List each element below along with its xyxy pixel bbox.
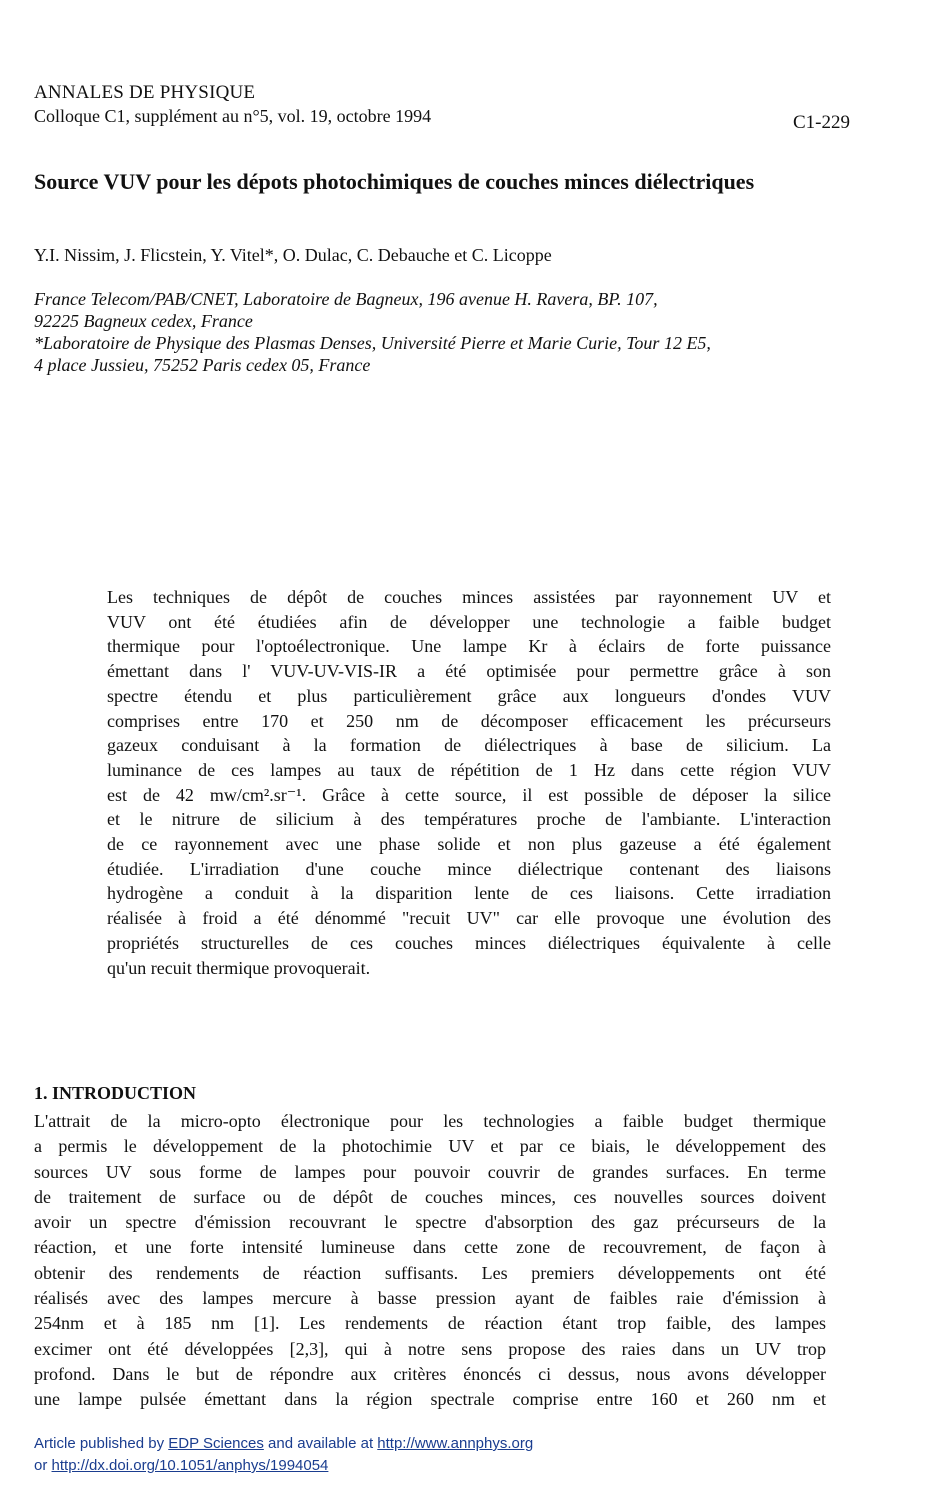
- abstract-line: émettant dans l' VUV-UV-VIS-IR a été optimisée pour permettre grâce à son: [107, 661, 831, 682]
- page-number: C1-229: [793, 112, 850, 133]
- footer-text: or: [34, 1457, 52, 1474]
- abstract: [107, 585, 831, 980]
- abstract-line: hydrogène a conduit à la disparition lente de ces liaisons. Cette irradiation: [107, 883, 831, 904]
- abstract-line: Les techniques de dépôt de couches minces assistées par rayonnement UV et: [107, 587, 831, 607]
- affiliation-line: France Telecom/PAB/CNET, Laboratoire de Bagneux, 196 avenue H. Ravera, BP. 107,: [34, 289, 658, 309]
- intro-line: avoir un spectre d'émission recouvrant le spectre d'absorption des gaz précurseurs de la: [34, 1212, 826, 1233]
- abstract-line: luminance de ces lampes au taux de répétition de 1 Hz dans cette région VUV: [107, 759, 831, 780]
- intro-line: profond. Dans le but de répondre aux critères énoncés ci dessus, nous avons développer: [34, 1363, 826, 1384]
- affiliation-line: 4 place Jussieu, 75252 Paris cedex 05, France: [34, 355, 371, 375]
- abstract-line: étudiée. L'irradiation d'une couche mince diélectrique contenant des liaisons: [107, 858, 831, 879]
- author-list: Y.I. Nissim, J. Flicstein, Y. Vitel*, O. Dulac, C. Debauche et C. Licoppe: [34, 245, 552, 265]
- intro-line: de traitement de surface ou de dépôt de couches minces, ces nouvelles sources doivent: [34, 1186, 826, 1207]
- intro-line: L'attrait de la micro-opto électronique pour les technologies a faible budget thermique: [34, 1111, 826, 1131]
- intro-line: une lampe pulsée émettant dans la région spectrale comprise entre 160 et 260 nm et: [34, 1389, 826, 1410]
- intro-line: excimer ont été développées [2,3], qui à notre sens propose des raies dans un UV trop: [34, 1338, 826, 1359]
- article-title: Source VUV pour les dépots photochimiques de couches minces diélectriques: [34, 169, 755, 194]
- intro-line: réaction, et une forte intensité lumineuse dans cette zone de recouvrement, de façon à: [34, 1237, 826, 1258]
- abstract-line: est de 42 mw/cm².sr⁻¹. Grâce à cette source, il est possible de déposer la silice: [107, 784, 831, 805]
- section-heading: 1. INTRODUCTION: [34, 1083, 197, 1103]
- abstract-line: thermique pour l'optoélectronique. Une lampe Kr à éclairs de forte puissance: [107, 636, 831, 657]
- intro-line: 254nm et à 185 nm [1]. Les rendements de réaction étant trop faible, des lampes: [34, 1313, 826, 1334]
- abstract-line: spectre étendu et plus particulièrement grâce aux longueurs d'ondes VUV: [107, 685, 831, 706]
- affiliation-line: *Laboratoire de Physique des Plasmas Denses, Université Pierre et Marie Curie, Tour 12 E5,: [34, 333, 711, 353]
- affiliation-1: [34, 288, 874, 332]
- publisher-link[interactable]: EDP Sciences: [168, 1435, 264, 1452]
- colloque-info: Colloque C1, supplément au n°5, vol. 19, octobre 1994: [34, 106, 432, 126]
- abstract-line: et le nitrure de silicium à des températures proche de l'ambiante. L'interaction: [107, 809, 831, 830]
- intro-line: sources UV sous forme de lampes pour pouvoir couvrir de grandes surfaces. En terme: [34, 1161, 826, 1182]
- intro-line: obtenir des rendements de réaction suffisants. Les premiers développements ont été: [34, 1262, 826, 1283]
- introduction-text: [34, 1109, 826, 1413]
- affiliation-2: [34, 332, 874, 376]
- publication-footer: [34, 1433, 533, 1477]
- intro-line: réalisés avec des lampes mercure à basse pression ayant de faibles raie d'émission à: [34, 1288, 826, 1309]
- abstract-line: propriétés structurelles de ces couches minces diélectriques équivalente à celle: [107, 932, 831, 953]
- footer-line-2: [34, 1455, 533, 1477]
- abstract-line: réalisée à froid a été dénommé "recuit UV" car elle provoque une évolution des: [107, 908, 831, 929]
- journal-name: ANNALES DE PHYSIQUE: [34, 82, 256, 103]
- footer-text: and available at: [263, 1435, 378, 1452]
- abstract-line: qu'un recuit thermique provoquerait.: [107, 957, 371, 978]
- abstract-line: de ce rayonnement avec une phase solide et non plus gazeuse a été également: [107, 834, 831, 855]
- footer-line-1: [34, 1433, 533, 1455]
- abstract-line: VUV ont été étudiées afin de développer une technologie a faible budget: [107, 611, 831, 632]
- doi-link[interactable]: http://dx.doi.org/10.1051/anphys/1994054: [51, 1457, 329, 1474]
- footer-text: Article published by: [34, 1435, 169, 1452]
- abstract-line: comprises entre 170 et 250 nm de décomposer efficacement les précurseurs: [107, 710, 831, 731]
- affiliation-line: 92225 Bagneux cedex, France: [34, 311, 253, 331]
- journal-site-link[interactable]: http://www.annphys.org: [377, 1435, 534, 1452]
- abstract-line: gazeux conduisant à la formation de diélectriques à base de silicium. La: [107, 735, 831, 756]
- intro-line: a permis le développement de la photochimie UV et par ce biais, le développement des: [34, 1136, 826, 1157]
